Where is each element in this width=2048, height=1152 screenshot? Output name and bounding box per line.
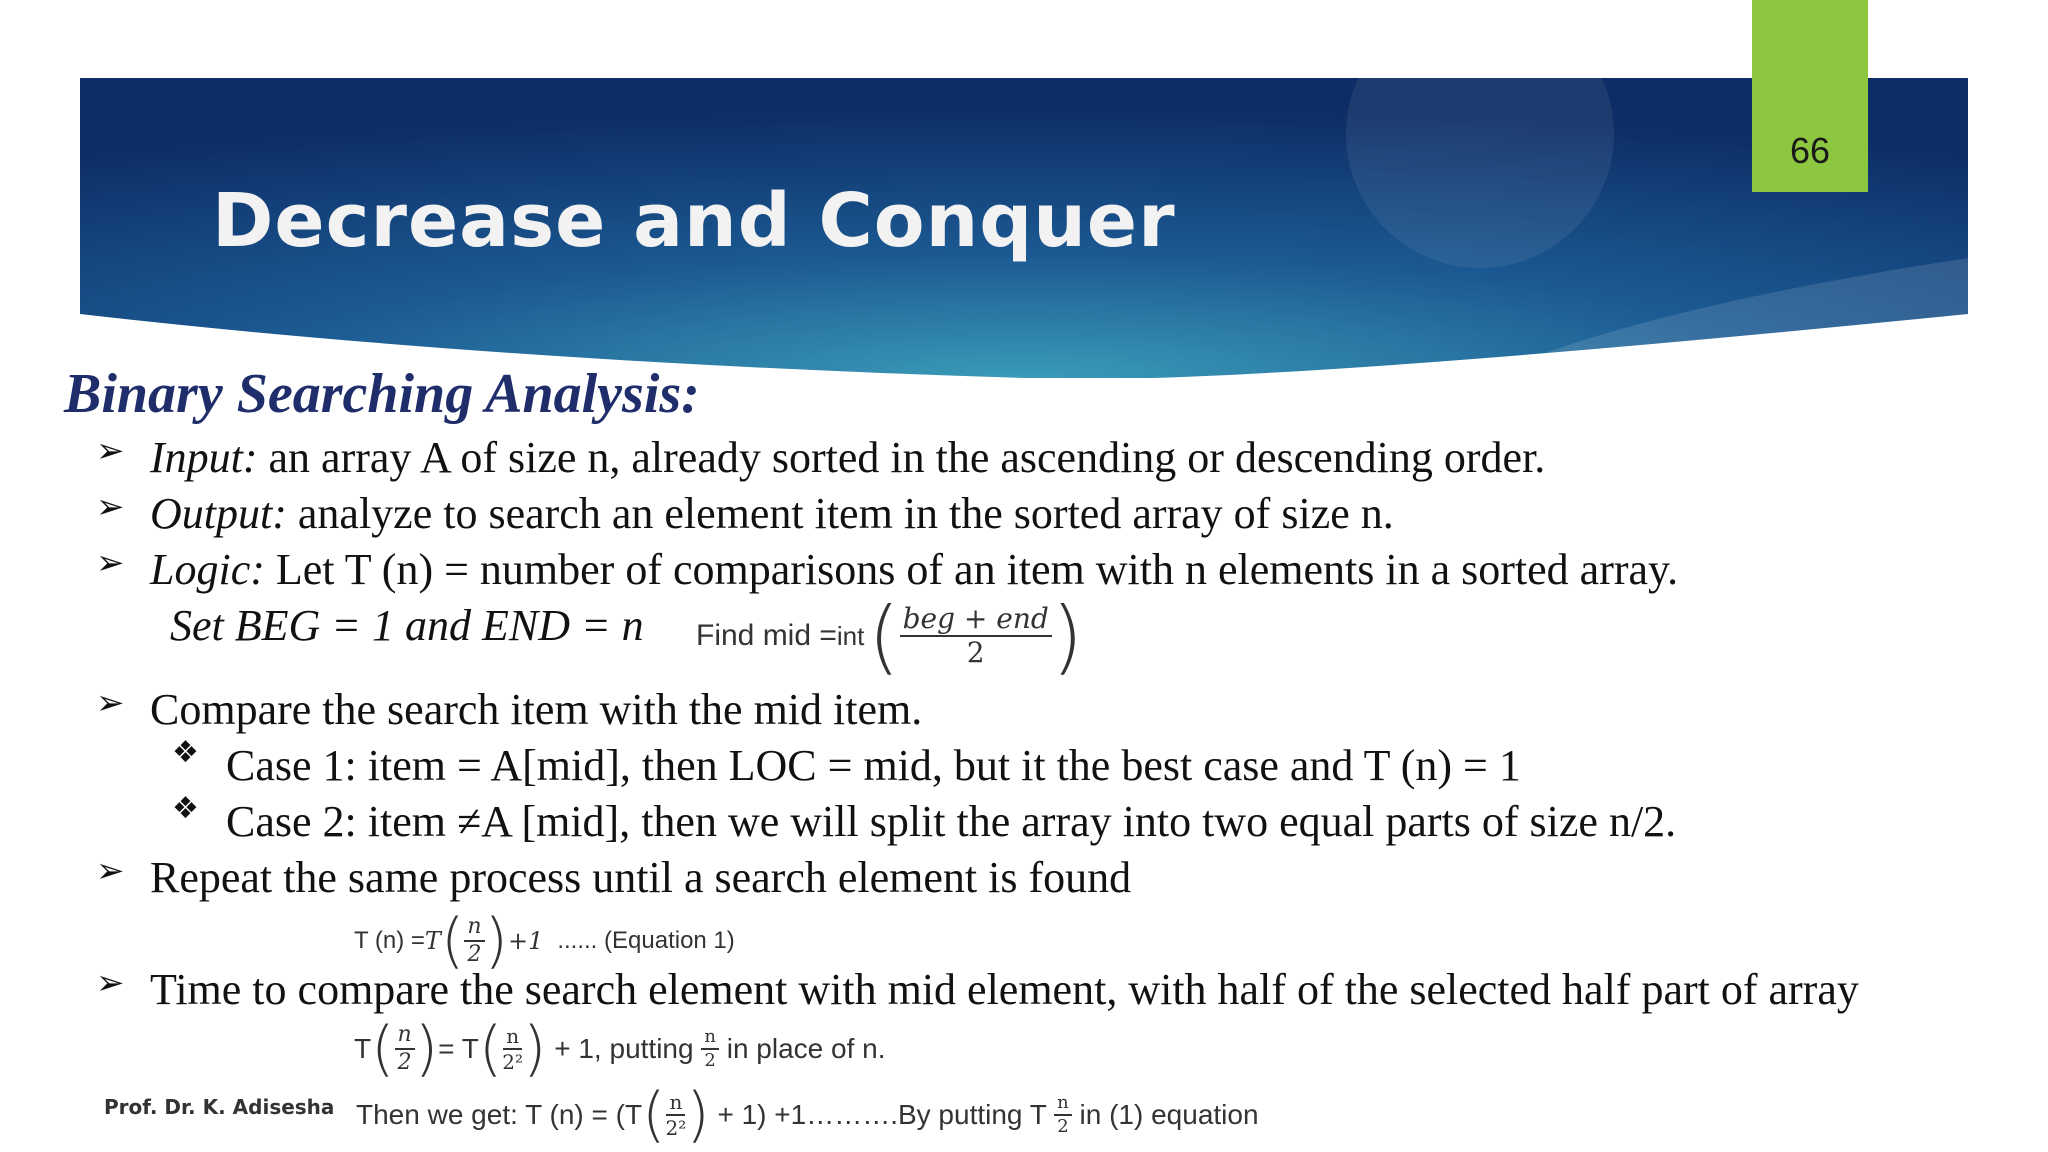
bullet-input: [150, 433, 1546, 482]
bullet-output: [150, 489, 1394, 538]
author-credit: Prof. Dr. K. Adisesha: [104, 1095, 335, 1119]
arrowhead-bullet-icon: ➢: [96, 431, 125, 471]
case-1: Case 1: item = A[mid], then LOC = mid, but it the best case and T (n) = 1: [226, 741, 1521, 790]
step-numerator-3: n: [701, 1028, 719, 1050]
arrowhead-bullet-icon: ➢: [96, 487, 125, 527]
step-numerator-1: n: [395, 1024, 415, 1050]
right-paren-icon: ): [414, 1014, 439, 1084]
step-denominator-1: 2: [397, 1050, 412, 1075]
right-paren-icon: ): [523, 1014, 547, 1084]
result-fraction-1: [666, 1092, 687, 1138]
equation-1-note: ...... (Equation 1): [557, 927, 735, 954]
equation-1-denominator: 2: [467, 942, 482, 967]
find-mid-denominator: 2: [966, 636, 985, 669]
result-middle: + 1) +1……….By putting T: [709, 1099, 1055, 1130]
result-prefix: Then we get: T (n) = (T: [356, 1099, 643, 1130]
slide-number: 66: [1789, 130, 1831, 171]
arrowhead-bullet-icon: ➢: [96, 543, 125, 583]
step-denominator-2: 2²: [502, 1050, 524, 1074]
four-diamond-bullet-icon: ❖: [172, 791, 199, 826]
step-formula: [354, 1014, 886, 1084]
bullet-logic-label: Logic:: [150, 545, 265, 594]
right-paren-icon: ): [1051, 589, 1084, 683]
equation-1-lhs: T (n) =: [354, 927, 425, 954]
result-numerator-1: n: [666, 1092, 685, 1116]
result-suffix: in (1) equation: [1071, 1099, 1259, 1130]
bullet-input-label: Input:: [150, 433, 258, 482]
step-fraction-3: [701, 1028, 719, 1070]
step-denominator-3: 2: [704, 1050, 716, 1071]
slide-title: Decrease and Conquer: [212, 178, 1176, 264]
find-mid-fraction: [900, 602, 1052, 669]
right-paren-icon: ): [484, 906, 508, 976]
step-tail: + 1, putting: [546, 1033, 702, 1064]
step-fraction-2: [502, 1026, 523, 1072]
equation-1-tail: +1: [507, 927, 544, 955]
find-mid-func: int: [836, 620, 865, 651]
bullet-logic-text: Let T (n) = number of comparisons of an item with n elements in a sorted array.: [264, 545, 1679, 594]
slide-number-box: [1752, 0, 1868, 192]
bullet-input-text: an array A of size n, already sorted in the ascending or descending order.: [257, 433, 1546, 482]
find-mid-label: Find mid =: [696, 619, 837, 652]
left-paren-icon: (: [868, 589, 900, 683]
step-tail-2: in place of n.: [718, 1033, 886, 1064]
arrowhead-bullet-icon: ➢: [96, 851, 125, 891]
bullet-output-label: Output:: [150, 489, 287, 538]
left-paren-icon: (: [440, 906, 465, 976]
arrowhead-bullet-icon: ➢: [96, 963, 125, 1003]
step-eq: = T: [438, 1033, 479, 1064]
step-numerator-2: n: [503, 1026, 522, 1050]
left-paren-icon: (: [642, 1080, 666, 1150]
bullet-time: Time to compare the search element with mid element, with half of the selected half part of array: [150, 965, 1859, 1014]
result-denominator-2: 2: [1057, 1116, 1069, 1137]
step-fraction-1: [395, 1024, 415, 1074]
result-numerator-2: n: [1054, 1094, 1072, 1116]
bullet-repeat: Repeat the same process until a search element is found: [150, 853, 1132, 902]
case-2: Case 2: item ≠A [mid], then we will split the array into two equal parts of size n/2.: [226, 797, 1677, 846]
arrowhead-bullet-icon: ➢: [96, 683, 125, 723]
find-mid-numerator: beg + end: [900, 605, 1052, 637]
bullet-compare: Compare the search item with the mid item.: [150, 685, 923, 734]
left-paren-icon: (: [371, 1014, 395, 1084]
right-paren-icon: ): [686, 1080, 710, 1150]
set-beg-end: Set BEG = 1 and END = n: [170, 601, 644, 650]
result-fraction-2: [1054, 1094, 1072, 1136]
result-formula: [356, 1080, 1259, 1150]
left-paren-icon: (: [478, 1014, 503, 1084]
equation-1-numerator: n: [464, 916, 484, 942]
section-heading: Binary Searching Analysis:: [64, 363, 700, 425]
equation-1-fraction: [464, 916, 484, 966]
four-diamond-bullet-icon: ❖: [172, 735, 199, 770]
bullet-logic: [150, 545, 1679, 594]
result-denominator-1: 2²: [665, 1116, 687, 1140]
bullet-output-text: analyze to search an element item in the sorted array of size n.: [286, 489, 1394, 538]
step-t: T: [354, 1033, 372, 1064]
equation-1-func: T: [424, 927, 441, 955]
find-mid-formula: [696, 589, 1084, 683]
